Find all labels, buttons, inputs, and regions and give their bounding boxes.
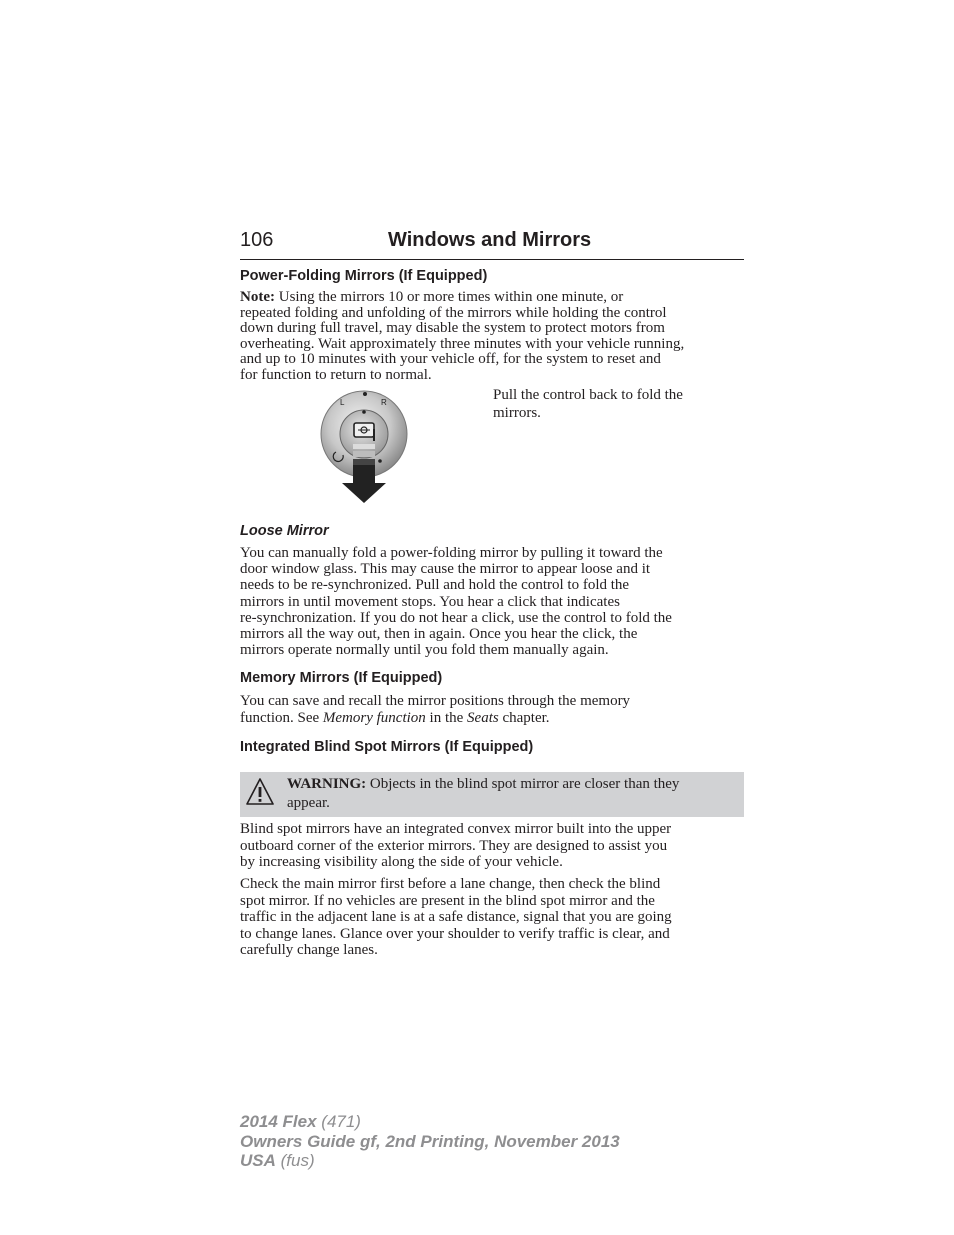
- warning-box: [240, 772, 744, 817]
- footer-market-code: (fus): [275, 1151, 315, 1170]
- note-line: and up to 10 minutes with your vehicle off, for the system to reset and: [240, 351, 661, 367]
- text-span: function. See: [240, 710, 323, 726]
- note-line: repeated folding and unfolding of the mirrors while holding the control: [240, 304, 667, 321]
- warning-text: [287, 775, 742, 813]
- seats-chapter-reference: Seats: [467, 710, 499, 726]
- paragraph-line: spot mirror. If no vehicles are present in the blind spot mirror and the: [240, 892, 655, 909]
- paragraph-line: Blind spot mirrors have an integrated convex mirror built into the upper: [240, 821, 672, 837]
- caption-line: Pull the control back to fold the: [493, 387, 683, 403]
- caption-line: mirrors.: [493, 404, 541, 421]
- section-heading-loose-mirror: Loose Mirror: [240, 523, 329, 539]
- paragraph-line: to change lanes. Glance over your shoulder to verify traffic is clear, and: [240, 925, 670, 942]
- blind-spot-paragraph-1: [240, 821, 746, 871]
- memory-function-reference: Memory function: [322, 710, 426, 726]
- section-heading-memory-mirrors: Memory Mirrors (If Equipped): [240, 670, 443, 686]
- footer-code: (471): [316, 1112, 361, 1131]
- paragraph-line: You can save and recall the mirror positions through the memory: [240, 693, 631, 709]
- note-line: for function to return to normal.: [240, 366, 432, 383]
- paragraph-line: by increasing visibility along the side of your vehicle.: [240, 854, 563, 870]
- paragraph-line: carefully change lanes.: [240, 942, 378, 958]
- warning-label: WARNING:: [287, 776, 367, 792]
- paragraph-line: mirrors in until movement stops. You hear a click that indicates: [240, 593, 620, 610]
- footer-line: [240, 1112, 620, 1132]
- warning-line: appear.: [287, 795, 330, 811]
- note-line: overheating. Wait approximately three minutes with your vehicle running,: [240, 335, 685, 352]
- footer-market: USA: [240, 1151, 276, 1170]
- page-footer: [240, 1112, 620, 1171]
- footer-line: [240, 1151, 620, 1171]
- paragraph-line: needs to be re-synchronized. Pull and hold the control to fold the: [240, 577, 630, 594]
- paragraph-line: mirrors operate normally until you fold them manually again.: [240, 642, 609, 659]
- paragraph-line: re-synchronization. If you do not hear a click, use the control to fold the: [240, 609, 672, 626]
- page-number: 106: [240, 229, 274, 251]
- figure-right-label: R: [381, 398, 387, 407]
- footer-line: Owners Guide gf, 2nd Printing, November 2013: [240, 1131, 620, 1151]
- paragraph-line: You can manually fold a power-folding mirror by pulling it toward the: [240, 545, 663, 561]
- paragraph-line: outboard corner of the exterior mirrors. They are designed to assist you: [240, 837, 668, 854]
- paragraph-line: [240, 710, 746, 727]
- loose-mirror-paragraph: [240, 545, 746, 658]
- paragraph-line: traffic in the adjacent lane is at a safe distance, signal that you are going: [240, 909, 672, 925]
- text-span: in the: [425, 710, 468, 726]
- mirror-fold-control-figure: [314, 386, 414, 506]
- warning-triangle-icon: [245, 777, 275, 807]
- chapter-title: Windows and Mirrors: [388, 229, 592, 251]
- paragraph-line: mirrors all the way out, then in again. Once you hear the click, the: [240, 626, 638, 643]
- note-paragraph: [240, 290, 746, 383]
- blind-spot-paragraph-2: [240, 876, 746, 959]
- page-header: [240, 229, 744, 260]
- paragraph-line: Check the main mirror first before a lane change, then check the blind: [240, 876, 661, 892]
- footer-model: 2014 Flex: [240, 1112, 317, 1131]
- note-line: down during full travel, may disable the system to protect motors from: [240, 320, 665, 336]
- note-line: Using the mirrors 10 or more times within one minute, or: [274, 289, 624, 305]
- text-span: chapter.: [498, 710, 550, 726]
- figure-left-label: L: [340, 398, 345, 407]
- section-heading-power-folding: Power-Folding Mirrors (If Equipped): [240, 268, 488, 284]
- warning-line: Objects in the blind spot mirror are closer than they: [366, 776, 680, 792]
- note-label: Note:: [240, 289, 275, 305]
- section-heading-blind-spot: Integrated Blind Spot Mirrors (If Equipped): [240, 739, 534, 755]
- memory-mirrors-paragraph: [240, 693, 746, 727]
- paragraph-line: door window glass. This may cause the mirror to appear loose and it: [240, 561, 651, 578]
- figure-caption: [493, 387, 743, 422]
